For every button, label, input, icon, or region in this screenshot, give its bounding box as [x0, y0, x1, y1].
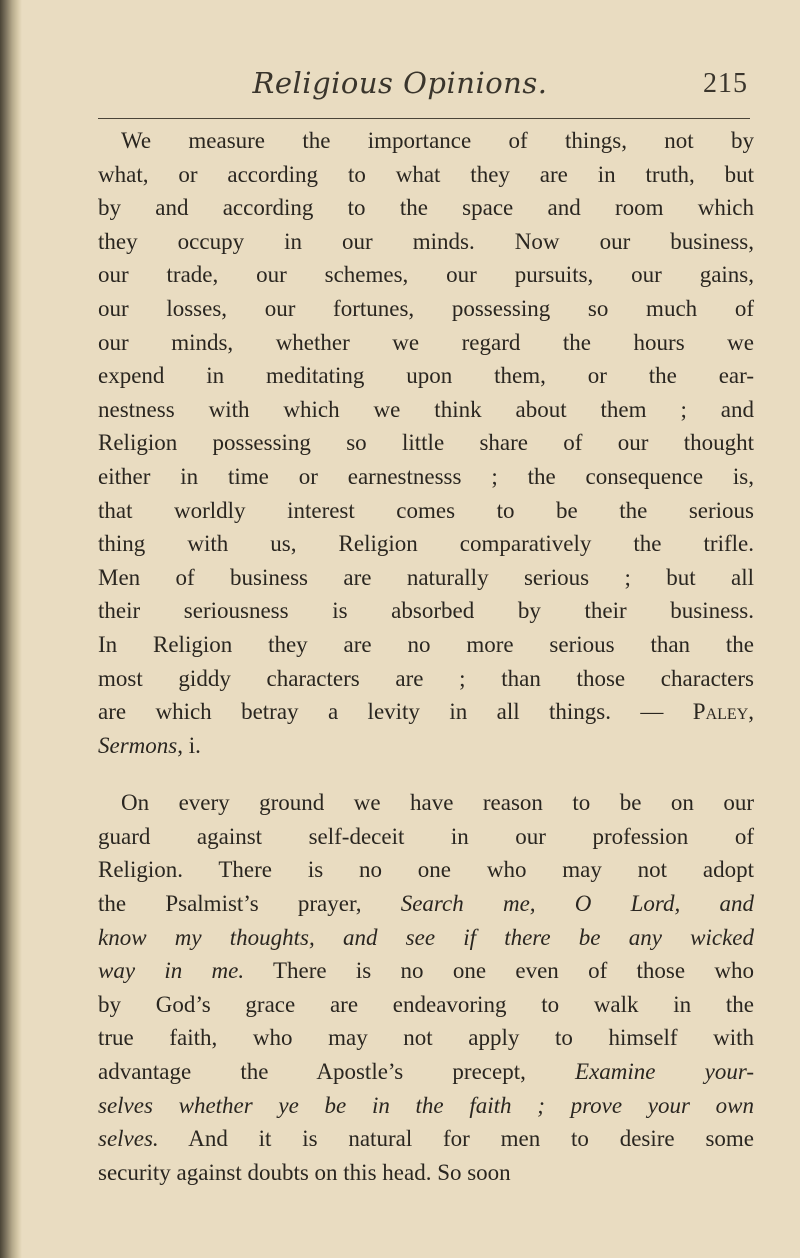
text-run: In Religion they are no more serious than the	[98, 631, 754, 657]
text-line	[98, 158, 754, 192]
paragraph-2	[98, 786, 754, 1189]
text-run: by and according to the space and room which	[98, 195, 754, 221]
text-line	[98, 359, 754, 393]
text-run: the Psalmist’s prayer,	[98, 891, 401, 917]
text-run: We measure the importance of things, not by	[121, 128, 754, 153]
text-run: expend in meditating upon them, or the ear-	[98, 363, 754, 389]
text-line	[98, 921, 754, 955]
text-run: security against doubts on this head. So soon	[98, 1159, 511, 1185]
header-rule	[98, 118, 750, 119]
text-run: Men of business are naturally serious ; but all	[98, 564, 754, 590]
running-head: Religious Opinions.	[252, 66, 548, 100]
text-run: most giddy characters are ; than those characters	[98, 665, 754, 691]
text-line	[98, 887, 754, 921]
text-line	[98, 988, 754, 1022]
text-line	[98, 594, 754, 628]
text-line	[98, 1122, 754, 1156]
text-run: Religion. There is no one who may not adopt	[98, 857, 754, 883]
text-line	[98, 494, 754, 528]
text-run: Religion possessing so little share of our thought	[98, 430, 754, 456]
text-line	[98, 292, 754, 326]
text-line	[98, 124, 754, 158]
italic-run: Search me, O Lord, and	[400, 891, 754, 917]
text-line	[98, 695, 754, 729]
text-line	[98, 326, 754, 360]
text-line	[98, 820, 754, 854]
text-line	[98, 393, 754, 427]
text-line	[98, 258, 754, 292]
text-run: our minds, whether we regard the hours we	[98, 329, 754, 355]
text-line	[98, 1055, 754, 1089]
text-run: their seriousness is absorbed by their business.	[98, 598, 754, 624]
text-run: There is no one even of those who	[244, 958, 754, 984]
text-line	[98, 1156, 754, 1190]
italic-run: know my thoughts, and see if there be any wicked	[98, 924, 754, 950]
italic-run: Examine your-	[575, 1059, 754, 1085]
text-line	[98, 225, 754, 259]
text-run: And it is natural for men to desire some	[158, 1126, 754, 1152]
page-number: 215	[703, 68, 748, 99]
text-line	[98, 729, 754, 763]
text-run: On every ground we have reason to be on our	[121, 790, 754, 816]
italic-run: selves whether ye be in the faith ; prove your own	[98, 1092, 754, 1118]
text-run: what, or according to what they are in truth, but	[98, 161, 754, 187]
text-line	[98, 786, 754, 820]
text-line	[98, 561, 754, 595]
paragraph-1	[98, 124, 754, 762]
text-run: true faith, who may not apply to himself with	[98, 1025, 754, 1051]
text-run: our trade, our schemes, our pursuits, our gains,	[98, 262, 754, 288]
paragraph-gap	[98, 762, 754, 786]
text-line	[98, 853, 754, 887]
body-text	[98, 124, 754, 1189]
text-line	[98, 954, 754, 988]
text-line	[98, 662, 754, 696]
italic-run: way in me.	[98, 958, 245, 984]
text-run: advantage the Apostle’s precept,	[98, 1059, 576, 1085]
text-run: by God’s grace are endeavoring to walk in the	[98, 991, 754, 1017]
text-run: that worldly interest comes to be the serious	[98, 497, 754, 523]
text-run: guard against self-deceit in our profession of	[98, 823, 754, 849]
text-line	[98, 426, 754, 460]
text-line	[98, 527, 754, 561]
text-run: they occupy in our minds. Now our business,	[98, 228, 754, 254]
book-binding-shadow	[0, 0, 22, 1258]
text-line	[98, 1021, 754, 1055]
text-line	[98, 1089, 754, 1123]
text-run: are which betray a levity in all things. —	[98, 699, 693, 725]
text-run: nestness with which we think about them ; and	[98, 396, 754, 422]
text-line	[98, 460, 754, 494]
text-run: ,	[748, 699, 754, 725]
page-header	[0, 62, 800, 110]
text-line	[98, 628, 754, 662]
text-run: thing with us, Religion comparatively the trifle.	[98, 531, 754, 557]
italic-run: Sermons	[98, 732, 178, 758]
text-line	[98, 191, 754, 225]
text-run: , i.	[177, 732, 201, 758]
small-caps-run: Paley	[692, 699, 749, 725]
italic-run: selves.	[98, 1126, 159, 1152]
text-run: our losses, our fortunes, possessing so much of	[98, 295, 754, 321]
text-run: either in time or earnestnesss ; the consequence is,	[98, 463, 754, 489]
